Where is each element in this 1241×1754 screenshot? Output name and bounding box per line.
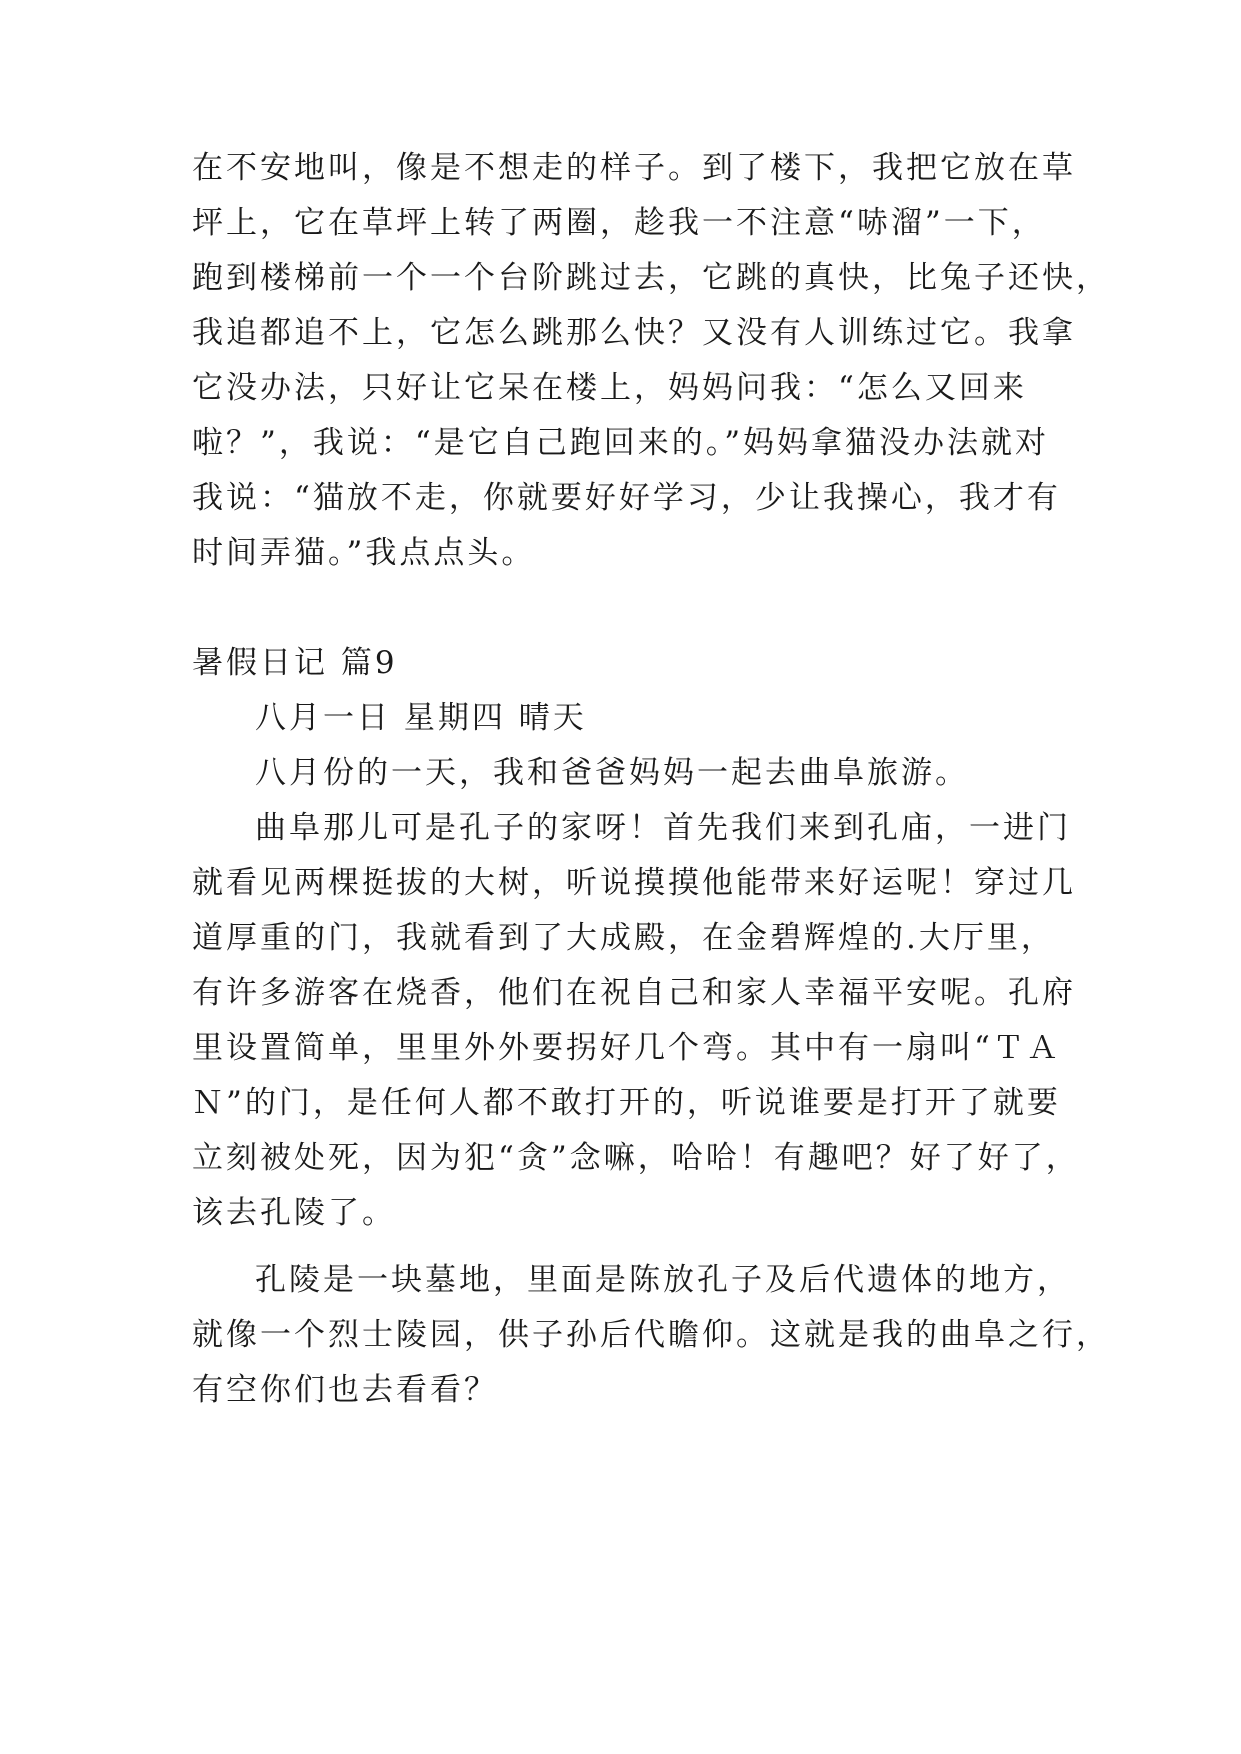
- paragraph-line: Ｎ”的门，是任何人都不敢打开的，听说谁要是打开了就要: [192, 1085, 1061, 1121]
- paragraph-line: 就像一个烈士陵园，供子孙后代瞻仰。这就是我的曲阜之行，: [192, 1317, 1110, 1353]
- paragraph-line: 有许多游客在烧香，他们在祝自己和家人幸福平安呢。孔府: [192, 975, 1076, 1011]
- body-text-line: 我说：“猫放不走，你就要好好学习，少让我操心，我才有: [192, 480, 1061, 516]
- paragraph-line: 孔陵是一块墓地，里面是陈放孔子及后代遗体的地方，: [255, 1262, 1071, 1298]
- paragraph-line: 曲阜那儿可是孔子的家呀！首先我们来到孔庙，一进门: [255, 810, 1071, 846]
- body-text-line: 在不安地叫，像是不想走的样子。到了楼下，我把它放在草: [192, 150, 1076, 186]
- date-line: 八月一日 星期四 晴天: [255, 700, 587, 736]
- paragraph-line: 有空你们也去看看？: [192, 1372, 498, 1408]
- body-text-line: 它没办法，只好让它呆在楼上，妈妈问我：“怎么又回来: [192, 370, 1027, 406]
- paragraph-line: 就看见两棵挺拔的大树，听说摸摸他能带来好运呢！穿过几: [192, 865, 1076, 901]
- paragraph-line: 里设置简单，里里外外要拐好几个弯。其中有一扇叫“ＴＡ: [192, 1030, 1061, 1066]
- body-text-line: 坪上，它在草坪上转了两圈，趁我一不注意“哧溜”一下，: [192, 205, 1046, 241]
- body-text-line: 时间弄猫。”我点点头。: [192, 535, 536, 571]
- body-text-line: 跑到楼梯前一个一个台阶跳过去，它跳的真快，比兔子还快，: [192, 260, 1110, 296]
- paragraph-line: 立刻被处死，因为犯“贪”念嘛，哈哈！有趣吧？好了好了，: [192, 1140, 1080, 1176]
- intro-line: 八月份的一天，我和爸爸妈妈一起去曲阜旅游。: [255, 755, 969, 791]
- body-text-line: 啦？”，我说：“是它自己跑回来的。”妈妈拿猫没办法就对: [192, 425, 1050, 461]
- paragraph-line: 该去孔陵了。: [192, 1195, 396, 1231]
- body-text-line: 我追都追不上，它怎么跳那么快？又没有人训练过它。我拿: [192, 315, 1076, 351]
- section-title: 暑假日记 篇9: [192, 645, 398, 681]
- paragraph-line: 道厚重的门，我就看到了大成殿，在金碧辉煌的.大厅里，: [192, 920, 1055, 956]
